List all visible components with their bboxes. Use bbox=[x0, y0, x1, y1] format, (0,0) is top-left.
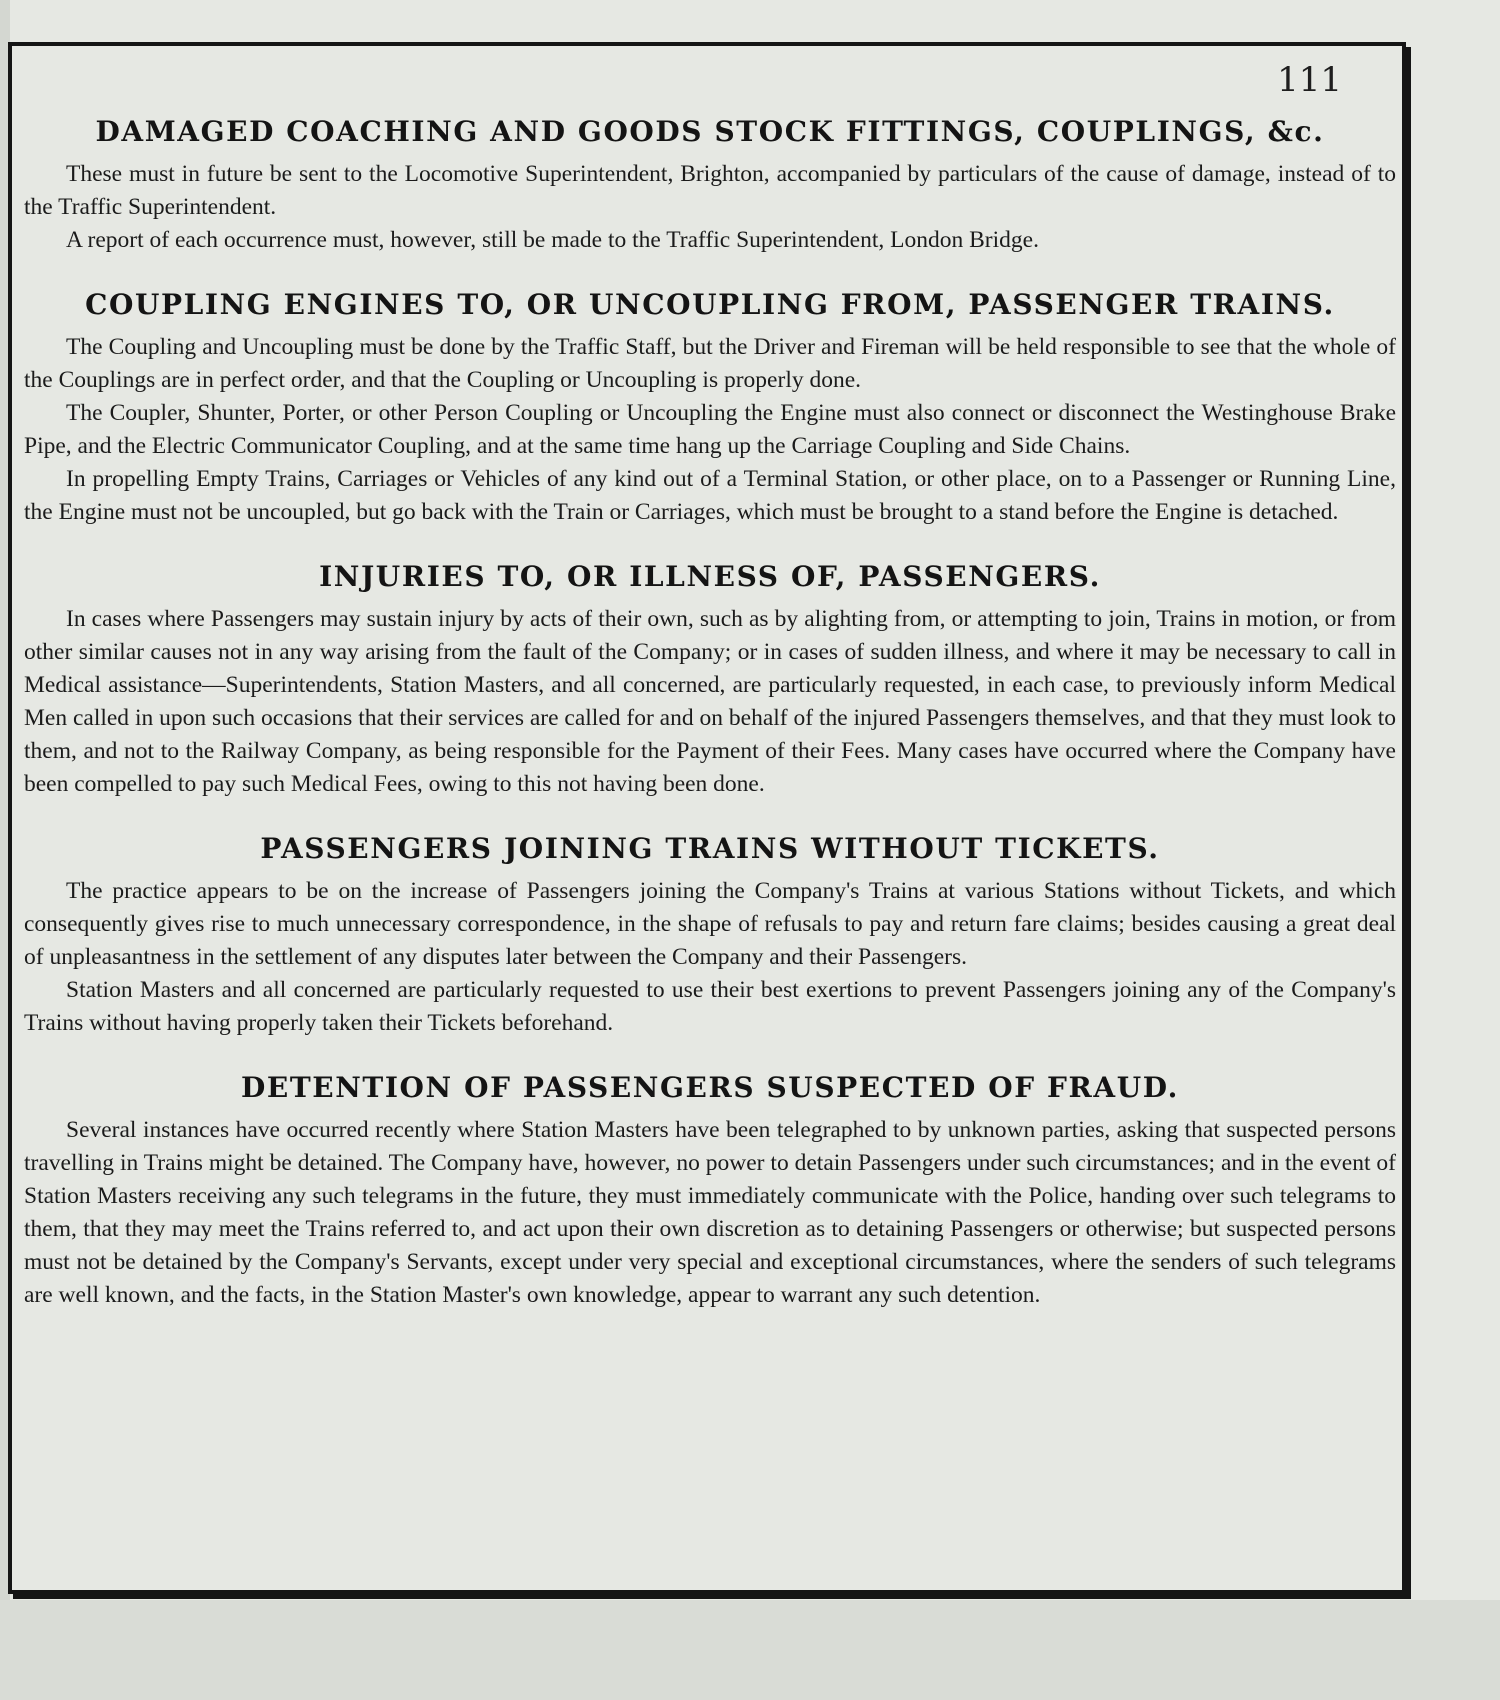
paragraph: The Coupler, Shunter, Porter, or other Person Coupling or Uncoupling the Engine must also connect or disconnect the Westinghouse Brake Pipe, and the Electric Communicator Coupling, and at the same time hang up the Carriage Coupling and Side Chains. bbox=[24, 400, 1396, 459]
section-heading: INJURIES TO, OR ILLNESS OF, PASSENGERS. bbox=[319, 560, 1101, 593]
section-damaged-stock bbox=[24, 114, 1396, 257]
bottom-page-margin bbox=[0, 1600, 1500, 1700]
page-number: 111 bbox=[1277, 60, 1342, 100]
section-without-tickets bbox=[24, 831, 1396, 1040]
section-detention-fraud bbox=[24, 1070, 1396, 1312]
page-content bbox=[24, 114, 1396, 1342]
paragraph: These must in future be sent to the Locomotive Superintendent, Brighton, accompanied by particulars of the cause of damage, instead of to the Traffic Superintendent. bbox=[24, 161, 1396, 220]
section-heading: PASSENGERS JOINING TRAINS WITHOUT TICKETS. bbox=[260, 832, 1160, 865]
paragraph: In propelling Empty Trains, Carriages or Vehicles of any kind out of a Terminal Station, or other place, on to a Passenger or Running Line, the Engine must not be uncoupled, but go back with the Train or Carriages, which must be brought to a stand before the Engine is detached. bbox=[24, 466, 1396, 525]
section-heading: DAMAGED COACHING AND GOODS STOCK FITTINGS, COUPLINGS, &c. bbox=[95, 115, 1325, 148]
section-injuries bbox=[24, 559, 1396, 801]
text-frame bbox=[8, 42, 1406, 1594]
paragraph: The practice appears to be on the increase of Passengers joining the Company's Trains at various Stations without Tickets, and which consequently gives rise to much unnecessary correspondence, in the shape of refusals to pay and return fare claims; besides causing a great deal of unpleasantness in the settlement of any disputes later between the Company and their Passengers. bbox=[24, 878, 1396, 970]
section-heading: DETENTION OF PASSENGERS SUSPECTED OF FRAUD. bbox=[241, 1071, 1179, 1104]
paragraph: Several instances have occurred recently where Station Masters have been telegraphed to by unknown parties, asking that suspected persons travelling in Trains might be detained. The Company have, however, no power to detain Passengers under such circumstances; and in the event of Station Masters receiving any such telegrams in the future, they must immediately communicate with the Police, handing over such telegrams to them, that they may meet the Trains referred to, and act upon their own discretion as to detaining Passengers or otherwise; but suspected persons must not be detained by the Company's Servants, except under very special and exceptional circumstances, where the senders of such telegrams are well known, and the facts, in the Station Master's own knowledge, appear to warrant any such detention. bbox=[24, 1117, 1396, 1308]
paragraph: A report of each occurrence must, however, still be made to the Traffic Superintendent, London Bridge. bbox=[66, 227, 1039, 253]
section-heading: COUPLING ENGINES TO, OR UNCOUPLING FROM, PASSENGER TRAINS. bbox=[85, 288, 1335, 321]
section-coupling-engines bbox=[24, 287, 1396, 529]
paragraph: The Coupling and Uncoupling must be done by the Traffic Staff, but the Driver and Fireman will be held responsible to see that the whole of the Couplings are in perfect order, and that the Coupling or Uncoupling is properly done. bbox=[24, 334, 1396, 393]
paragraph: Station Masters and all concerned are particularly requested to use their best exertions to prevent Passengers joining any of the Company's Trains without having properly taken their Tickets beforehand. bbox=[24, 977, 1396, 1036]
paragraph: In cases where Passengers may sustain injury by acts of their own, such as by alighting from, or attempting to join, Trains in motion, or from other similar causes not in any way arising from the fault of the Company; or in cases of sudden illness, and where it may be necessary to call in Medical assistance—Superintendents, Station Masters, and all concerned, are particularly requested, in each case, to previously inform Medical Men called in upon such occasions that their services are called for and on behalf of the injured Passengers themselves, and that they must look to them, and not to the Railway Company, as being responsible for the Payment of their Fees. Many cases have occurred where the Company have been compelled to pay such Medical Fees, owing to this not having been done. bbox=[24, 606, 1396, 797]
